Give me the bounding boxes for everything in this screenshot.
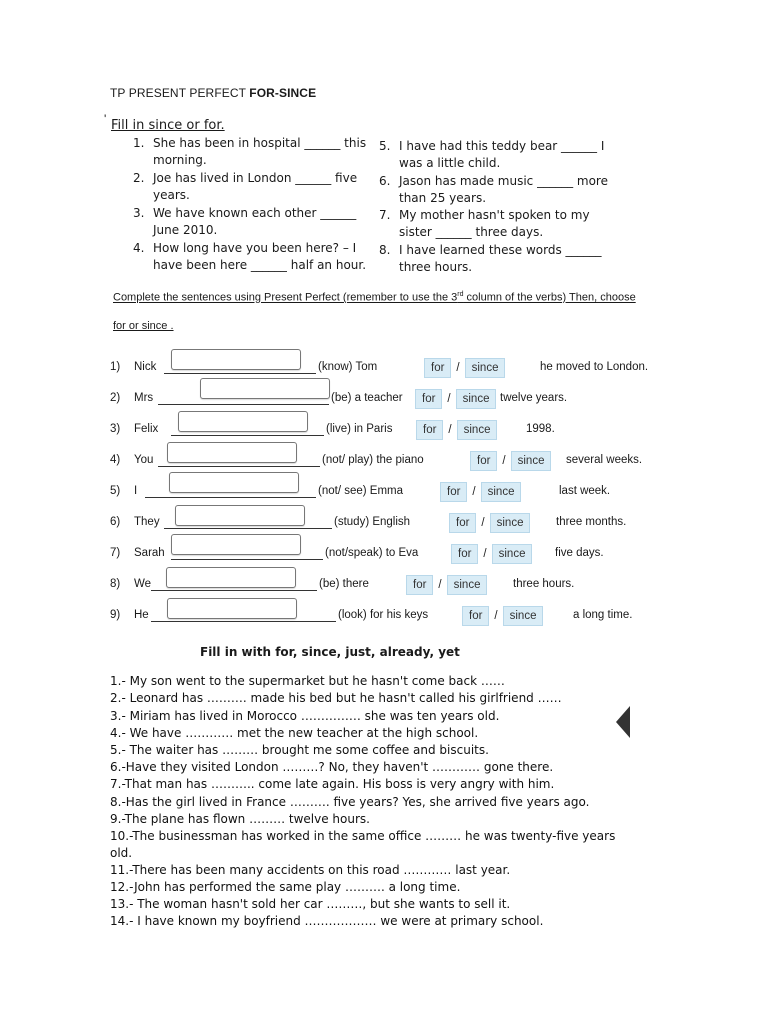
row-subject: He [134, 609, 149, 621]
arrow-left-icon [616, 706, 630, 738]
row-verb: (not/ see) Emma [318, 485, 403, 497]
row-ending: a long time. [573, 609, 633, 621]
slash-separator: / [447, 393, 451, 405]
row-ending: last week. [559, 485, 611, 497]
for-since-choice [449, 512, 530, 534]
sentence-row [0, 423, 768, 453]
row-ending: three months. [556, 516, 627, 528]
row-number: 9) [110, 609, 121, 621]
for-since-choice [406, 574, 487, 596]
exercise-number: 4. [133, 241, 145, 255]
answer-line [164, 373, 316, 374]
exercise-text-line: sister ______ three days. [399, 225, 544, 239]
fill-in-line: 8.-Has the girl lived in France ………. five years? Yes, she arrived five years ago. [110, 795, 590, 809]
row-ending: five days. [555, 547, 604, 559]
for-option[interactable]: for [416, 420, 443, 440]
row-subject: We [134, 578, 152, 590]
slash-separator: / [448, 424, 452, 436]
sentence-row [0, 485, 768, 515]
exercise-text-line: I have had this teddy bear ______ I [399, 139, 605, 153]
verb-answer-input[interactable] [178, 411, 308, 432]
for-option[interactable]: for [449, 513, 476, 533]
verb-answer-input[interactable] [167, 598, 297, 619]
for-since-choice [451, 543, 532, 565]
row-verb: (look) for his keys [338, 609, 429, 621]
sentence-row [0, 454, 768, 484]
since-option[interactable]: since [503, 606, 544, 626]
since-option[interactable]: since [456, 389, 497, 409]
sentence-row [0, 392, 768, 422]
row-number: 8) [110, 578, 121, 590]
exercise-text-line: I have learned these words ______ [399, 243, 602, 257]
for-option[interactable]: for [451, 544, 478, 564]
since-option[interactable]: since [481, 482, 522, 502]
fill-in-line: 6.-Have they visited London ………? No, they haven't ………… gone there. [110, 760, 554, 774]
row-subject: Felix [134, 423, 159, 435]
row-subject: They [134, 516, 160, 528]
exercise-number: 1. [133, 136, 145, 150]
instruction-text-b: column of the verbs) Then, choose [463, 291, 636, 304]
for-option[interactable]: for [424, 358, 451, 378]
exercise-text-line: Jason has made music ______ more [399, 174, 608, 188]
answer-line [158, 466, 321, 467]
verb-answer-input[interactable] [167, 442, 297, 463]
verb-answer-input[interactable] [200, 378, 330, 399]
row-verb: (live) in Paris [326, 423, 393, 435]
section2-instruction-choose: for or since . [113, 320, 174, 332]
exercise-text-line: My mother hasn't spoken to my [399, 208, 590, 222]
row-verb: (be) there [319, 578, 369, 590]
since-option[interactable]: since [447, 575, 488, 595]
fill-in-line: 10.-The businessman has worked in the same office ……… he was twenty-five years [110, 829, 616, 843]
row-number: 3) [110, 423, 121, 435]
sentence-row [0, 547, 768, 577]
for-since-choice [415, 388, 496, 410]
exercise-text-line: than 25 years. [399, 191, 487, 205]
for-option[interactable]: for [462, 606, 489, 626]
exercise-text-line: June 2010. [153, 223, 218, 237]
exercise-number: 6. [379, 174, 391, 188]
answer-line [158, 404, 330, 405]
slash-separator: / [472, 486, 476, 498]
exercise-text-line: have been here ______ half an hour. [153, 258, 367, 272]
row-number: 4) [110, 454, 121, 466]
row-ending: 1998. [526, 423, 555, 435]
row-verb: (not/speak) to Eva [325, 547, 419, 559]
fill-in-line: 4.- We have ………… met the new teacher at the high school. [110, 726, 479, 740]
for-since-choice [470, 450, 551, 472]
fill-in-line: 13.- The woman hasn't sold her car ………, but she wants to sell it. [110, 897, 511, 911]
exercise-text-line: She has been in hospital ______ this [153, 136, 367, 150]
for-option[interactable]: for [406, 575, 433, 595]
for-since-choice [440, 481, 521, 503]
for-option[interactable]: for [415, 389, 442, 409]
verb-answer-input[interactable] [171, 534, 301, 555]
row-verb: (be) a teacher [331, 392, 403, 404]
for-option[interactable]: for [440, 482, 467, 502]
fill-in-line: 12.-John has performed the same play ………. a long time. [110, 880, 461, 894]
title-prefix: TP PRESENT PERFECT [110, 86, 250, 100]
answer-line [171, 559, 324, 560]
title-bold: FOR-SINCE [249, 86, 317, 100]
fill-in-line: 5.- The waiter has ……… brought me some coffee and biscuits. [110, 743, 489, 757]
for-since-choice [462, 605, 543, 627]
row-number: 1) [110, 361, 121, 373]
since-option[interactable]: since [465, 358, 506, 378]
since-option[interactable]: since [492, 544, 533, 564]
slash-separator: / [494, 610, 498, 622]
exercise-text-line: morning. [153, 153, 207, 167]
section2-instruction [113, 291, 636, 304]
sentence-row [0, 609, 768, 639]
instruction-superscript: rd [457, 291, 464, 298]
for-option[interactable]: for [470, 451, 497, 471]
fill-in-line: 7.-That man has ……….. come late again. His boss is very angry with him. [110, 777, 555, 791]
exercise-number: 3. [133, 206, 145, 220]
exercise-number: 8. [379, 243, 391, 257]
exercise-number: 2. [133, 171, 145, 185]
answer-line [151, 590, 317, 591]
row-verb: (not/ play) the piano [322, 454, 424, 466]
section3-heading: Fill in with for, since, just, already, yet [200, 645, 460, 659]
since-option[interactable]: since [511, 451, 552, 471]
section1-heading: Fill in since or for. [111, 118, 225, 133]
slash-separator: / [483, 548, 487, 560]
row-number: 2) [110, 392, 121, 404]
verb-answer-input[interactable] [166, 567, 296, 588]
sentence-row [0, 361, 768, 391]
fill-in-line: old. [110, 846, 133, 860]
answer-line [164, 528, 332, 529]
exercise-number: 7. [379, 208, 391, 222]
row-subject: Sarah [134, 547, 165, 559]
row-verb: (know) Tom [318, 361, 378, 373]
fill-in-line: 11.-There has been many accidents on this road ………… last year. [110, 863, 511, 877]
exercise-text-line: three hours. [399, 260, 473, 274]
for-since-choice [416, 419, 497, 441]
sentence-row [0, 516, 768, 546]
exercise-text-line: years. [153, 188, 190, 202]
tick-mark: ' [104, 112, 107, 126]
for-since-choice [424, 357, 505, 379]
slash-separator: / [481, 517, 485, 529]
row-number: 5) [110, 485, 121, 497]
row-ending: three hours. [513, 578, 575, 590]
answer-line [171, 435, 325, 436]
slash-separator: / [438, 579, 442, 591]
since-option[interactable]: since [490, 513, 531, 533]
fill-in-line: 14.- I have known my boyfriend ……………… we were at primary school. [110, 914, 544, 928]
row-number: 6) [110, 516, 121, 528]
verb-answer-input[interactable] [175, 505, 305, 526]
exercise-text-line: We have known each other ______ [153, 206, 357, 220]
fill-in-line: 9.-The plane has flown ……… twelve hours. [110, 812, 370, 826]
row-subject: Mrs [134, 392, 154, 404]
row-ending: several weeks. [566, 454, 643, 466]
row-number: 7) [110, 547, 121, 559]
row-subject: I [134, 485, 138, 497]
page-title [110, 86, 316, 100]
exercise-text-line: How long have you been here? – I [153, 241, 357, 255]
fill-in-line: 2.- Leonard has ………. made his bed but he hasn't called his girlfriend …… [110, 691, 562, 705]
exercise-text-line: Joe has lived in London ______ five [153, 171, 358, 185]
row-verb: (study) English [334, 516, 411, 528]
exercise-text-line: was a little child. [399, 156, 501, 170]
answer-line [145, 497, 317, 498]
sentence-row [0, 578, 768, 608]
instruction-text-a: Complete the sentences using Present Perfect (remember to use the 3 [113, 291, 458, 304]
row-ending: twelve years. [500, 392, 568, 404]
verb-answer-input[interactable] [171, 349, 301, 370]
verb-answer-input[interactable] [169, 472, 299, 493]
exercise-number: 5. [379, 139, 391, 153]
row-subject: Nick [134, 361, 157, 373]
slash-separator: / [456, 362, 460, 374]
row-ending: he moved to London. [540, 361, 649, 373]
row-subject: You [134, 454, 154, 466]
answer-line [151, 621, 336, 622]
since-option[interactable]: since [457, 420, 498, 440]
fill-in-line: 1.- My son went to the supermarket but he hasn't come back …… [110, 674, 505, 688]
fill-in-line: 3.- Miriam has lived in Morocco …………… she was ten years old. [110, 709, 500, 723]
slash-separator: / [502, 455, 506, 467]
